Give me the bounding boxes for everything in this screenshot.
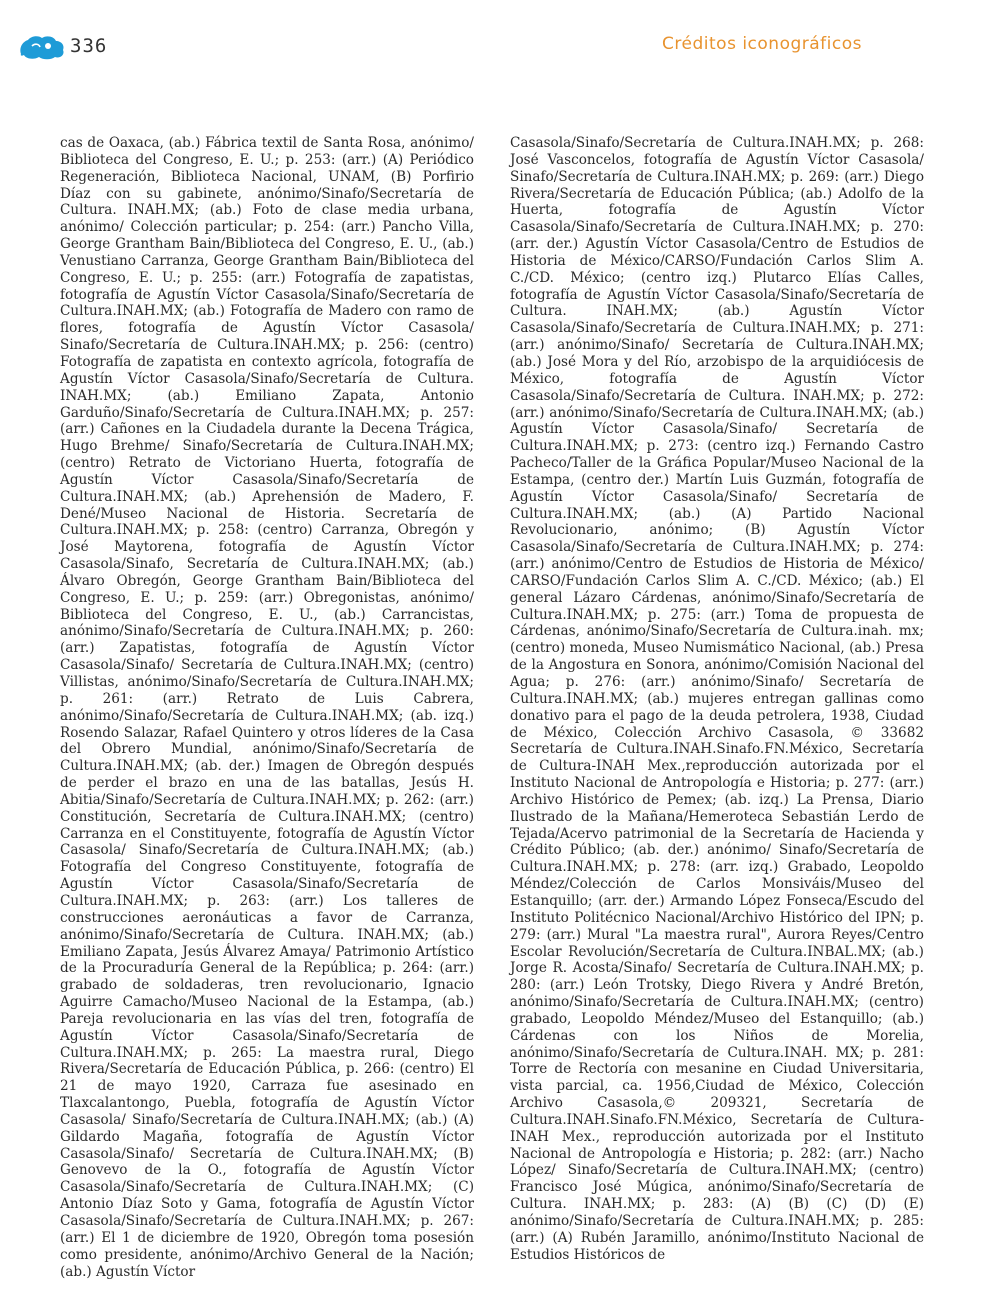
left-column — [60, 135, 474, 1280]
left-column-text: cas de Oaxaca, (ab.) Fábrica textil de Santa Rosa, anónimo/ Biblioteca del Congreso, E. U.; p. 253: (arr.) (A) Periódico Regeneración, Biblioteca Nacional, UNAM, (B) Porfirio Díaz con su gabinete, anónimo/Sinafo/Secretaría de Cultura. INAH.MX; (ab.) Foto de clase media urbana, anónimo/ Colección particular; p. 254: (arr.) Pancho Villa, George Grantham Bain/Biblioteca del Congreso, E. U., (ab.) Venustiano Carranza, George Grantham Bain/Biblioteca del Congreso, E. U.; p. 255: (arr.) Fotografía de zapatistas, fotografía de Agustín Víctor Casasola/Sinafo/Secretaría de Cultura.INAH.MX; (ab.) Fotografía de Madero con ramo de flores, fotografía de Agustín Víctor Casasola/ Sinafo/Secretaría de Cultura.INAH.MX; p. 256: (centro) Fotografía de zapatista en contexto agrícola, fotografía de Agustín Víctor Casasola/Sinafo/Secretaría de Cultura. INAH.MX; (ab.) Emiliano Zapata, Antonio Garduño/Sinafo/Secretaría de Cultura.INAH.MX; p. 257: (arr.) Cañones en la Ciudadela durante la Decena Trágica, Hugo Brehme/ Sinafo/Secretaría de Cultura.INAH.MX; (centro) Retrato de Victoriano Huerta, fotografía de Agustín Víctor Casasola/Sinafo/Secretaría de Cultura.INAH.MX; (ab.) Aprehensión de Madero, F. Dené/Museo Nacional de Historia. Secretaría de Cultura.INAH.MX; p. 258: (centro) Carranza, Obregón y José Maytorena, fotografía de Agustín Víctor Casasola/Sinafo, Secretaría de Cultura.INAH.MX; (ab.) Álvaro Obregón, George Grantham Bain/Biblioteca del Congreso, E. U.; p. 259: (arr.) Obregonistas, anónimo/ Biblioteca del Congreso, E. U., (ab.) Carrancistas, anónimo/Sinafo/Secretaría de Cultura.INAH.MX; p. 260: (arr.) Zapatistas, fotografía de Agustín Víctor Casasola/Sinafo/ Secretaría de Cultura.INAH.MX; (centro) Villistas, anónimo/Sinafo/Secretaría de Cultura.INAH.MX; p. 261: (arr.) Retrato de Luis Cabrera, anónimo/Sinafo/Secretaría de Cultura.INAH.MX; (ab. izq.) Rosendo Salazar, Rafael Quintero y otros líderes de la Casa del Obrero Mundial, anónimo/Sinafo/Secretaría de Cultura.INAH.MX; (ab. der.) Imagen de Obregón después de perder el brazo en una de las batallas, Jesús H. Abitia/Sinafo/Secretaría de Cultura.INAH.MX; p. 262: (arr.) Constitución, Secretaría de Cultura.INAH.MX; (centro) Carranza en el Constituyente, fotografía de Agustín Víctor Casasola/ Sinafo/Secretaría de Cultura.INAH.MX; (ab.) Fotografía del Congreso Constituyente, fotografía de Agustín Víctor Casasola/Sinafo/Secretaría de Cultura.INAH.MX; p. 263: (arr.) Los talleres de construcciones aeronáuticas a favor de Carranza, anónimo/Sinafo/Secretaría de Cultura. INAH.MX; (ab.) Emiliano Zapata, Jesús Álvarez Amaya/ Patrimonio Artístico de la Procuraduría General de la República; p. 264: (arr.) grabado de soldaderas, tren revolucionario, Ignacio Aguirre Camacho/Museo Nacional de la Estampa, (ab.) Pareja revolucionaria en las vías del tren, fotografía de Agustín Víctor Casasola/Sinafo/Secretaría de Cultura.INAH.MX; p. 265: La maestra rural, Diego Rivera/Secretaría de Educación Pública, p. 266: (centro) El 21 de mayo 1920, Carraza fue asesinado en Tlaxcalantongo, Puebla, fotografía de Agustín Víctor Casasola/ Sinafo/Secretaría de Cultura.INAH.MX; (ab.) (A) Gildardo Magaña, fotografía de Agustín Víctor Casasola/Sinafo/ Secretaría de Cultura.INAH.MX; (B) Genovevo de la O., fotografía de Agustín Víctor Casasola/Sinafo/Secretaría de Cultura.INAH.MX; (C) Antonio Díaz Soto y Gama, fotografía de Agustín Víctor Casasola/Sinafo/Secretaría de Cultura.INAH.MX; p. 267: (arr.) El 1 de diciembre de 1920, Obregón toma posesión como presidente, anónimo/Archivo General de la Nación; (ab.) Agustín Víctor — [60, 135, 474, 1280]
body-columns — [60, 135, 924, 1280]
right-column-text: Casasola/Sinafo/Secretaría de Cultura.INAH.MX; p. 268: José Vasconcelos, fotografía de Agustín Víctor Casasola/ Sinafo/Secretaría de Cultura.INAH.MX; p. 269: (arr.) Diego Rivera/Secretaría de Educación Pública; (ab.) Adolfo de la Huerta, fotografía de Agustín Víctor Casasola/Sinafo/Secretaría de Cultura.INAH.MX; p. 270: (arr. der.) Agustín Víctor Casasola/Centro de Estudios de Historia de México/CARSO/Fundación Carlos Slim A. C./CD. México; (centro izq.) Plutarco Elías Calles, fotografía de Agustín Víctor Casasola/Sinafo/Secretaría de Cultura. INAH.MX; (ab.) Agustín Víctor Casasola/Sinafo/Secretaría de Cultura.INAH.MX; p. 271: (arr.) anónimo/Sinafo/ Secretaría de Cultura.INAH.MX; (ab.) José Mora y del Río, arzobispo de la arquidiócesis de México, fotografía de Agustín Víctor Casasola/Sinafo/Secretaría de Cultura. INAH.MX; p. 272: (arr.) anónimo/Sinafo/Secretaría de Cultura.INAH.MX; (ab.) Agustín Víctor Casasola/Sinafo/ Secretaría de Cultura.INAH.MX; p. 273: (centro izq.) Fernando Castro Pacheco/Taller de la Gráfica Popular/Museo Nacional de la Estampa, (centro der.) Martín Luis Guzmán, fotografía de Agustín Víctor Casasola/Sinafo/ Secretaría de Cultura.INAH.MX; (ab.) (A) Partido Nacional Revolucionario, anónimo; (B) Agustín Víctor Casasola/Sinafo/Secretaría de Cultura.INAH.MX; p. 274: (arr.) anónimo/Centro de Estudios de Historia de México/ CARSO/Fundación Carlos Slim A. C./CD. México; (ab.) El general Lázaro Cárdenas, anónimo/Sinafo/Secretaría de Cultura.INAH.MX; p. 275: (arr.) Toma de propuesta de Cárdenas, anónimo/Sinafo/Secretaría de Cultura.inah. mx; (centro) moneda, Museo Numismático Nacional, (ab.) Presa de la Angostura en Sonora, anónimo/Comisión Nacional del Agua; p. 276: (arr.) anónimo/Sinafo/ Secretaría de Cultura.INAH.MX; (ab.) mujeres entregan gallinas como donativo para el pago de la deuda petrolera, 1938, Ciudad de México, Colección Archivo Casasola, © 33682 Secretaría de Cultura.INAH.Sinafo.FN.México, Secretaría de Cultura-INAH Mex.,reproducción autorizada por el Instituto Nacional de Antropología e Historia; p. 277: (arr.) Archivo Histórico de Pemex; (ab. izq.) La Prensa, Diario Ilustrado de la Mañana/Hemeroteca Sebastián Lerdo de Tejada/Acervo patrimonial de la Secretaría de Hacienda y Crédito Público; (ab. der.) anónimo/ Sinafo/Secretaría de Cultura.INAH.MX; p. 278: (arr. izq.) Grabado, Leopoldo Méndez/Colección de Carlos Monsiváis/Museo del Estanquillo; (arr. der.) Armando López Fonseca/Escudo del Instituto Politécnico Nacional/Archivo Histórico del IPN; p. 279: (arr.) Mural "La maestra rural", Aurora Reyes/Centro Escolar Revolución/Secretaría de Cultura.INBAL.MX; (ab.) Jorge R. Acosta/Sinafo/ Secretaría de Cultura.INAH.MX; p. 280: (arr.) León Trotsky, Diego Rivera y André Bretón, anónimo/Sinafo/Secretaría de Cultura.INAH.MX; (centro) grabado, Leopoldo Méndez/Museo del Estanquillo; (ab.) Cárdenas con los Niños de Morelia, anónimo/Sinafo/Secretaría de Cultura.INAH. MX; p. 281: Torre de Rectoría con mesanine en Ciudad Universitaria, vista parcial, ca. 1956,Ciudad de México, Colección Archivo Casasola,© 209321, Secretaría de Cultura.INAH.Sinafo.FN.México, Secretaría de Cultura-INAH Mex., reproducción autorizada por el Instituto Nacional de Antropología e Historia; p. 282: (arr.) Nacho López/ Sinafo/Secretaría de Cultura.INAH.MX; (centro) Francisco José Múgica, anónimo/Sinafo/Secretaría de Cultura. INAH.MX; p. 283: (A) (B) (C) (D) (E) anónimo/Sinafo/Secretaría de Cultura.INAH.MX; p. 285: (arr.) (A) Rubén Jaramillo, anónimo/Instituto Nacional de Estudios Históricos de — [510, 135, 924, 1263]
page-header — [0, 0, 986, 80]
right-column — [510, 135, 924, 1263]
section-title: Créditos iconográficos — [662, 34, 862, 54]
page-number: 336 — [70, 35, 108, 57]
blue-splash-logo-icon — [18, 34, 66, 60]
